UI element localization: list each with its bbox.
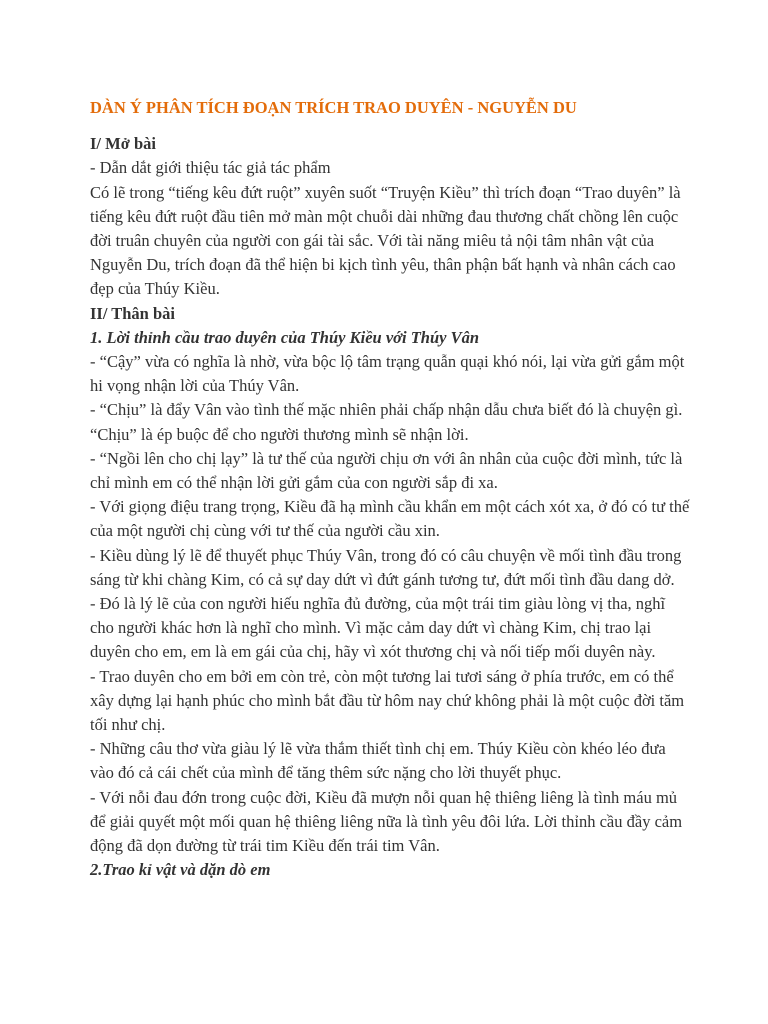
subsection-heading-2: 2.Trao kỉ vật và dặn dò em bbox=[90, 860, 271, 880]
section-heading-body: II/ Thân bài bbox=[90, 303, 175, 323]
paragraph: - Đó là lý lẽ của con người hiếu nghĩa đủ đường, của một trái tim giàu lòng vị tha, nghĩ cho người khác hơn là nghĩ cho mình. Vì mặc cảm day dứt vì chàng Kim, chị trao lại duyên cho em, em là em gái của chị, hãy vì xót thương chị và nối tiếp mối duyên này. bbox=[90, 594, 666, 662]
document-title: DÀN Ý PHÂN TÍCH ĐOẠN TRÍCH TRAO DUYÊN - NGUYỄN DU bbox=[90, 98, 577, 117]
paragraph: - Kiều dùng lý lẽ để thuyết phục Thúy Vân, trong đó có câu chuyện về mối tình đầu trong sáng từ khi chàng Kim, có cả sự day dứt vì đứt gánh tương tư, đứt mối tình đầu dang dở. bbox=[90, 545, 682, 589]
document-page bbox=[90, 96, 690, 883]
section-heading-intro: I/ Mở bài bbox=[90, 134, 156, 154]
subsection-heading-1: 1. Lời thỉnh cầu trao duyên của Thúy Kiều với Thúy Vân bbox=[90, 327, 480, 347]
paragraph: - Những câu thơ vừa giàu lý lẽ vừa thắm thiết tình chị em. Thúy Kiều còn khéo léo đưa vào đó cả cái chết của mình để tăng thêm sức nặng cho lời thuyết phục. bbox=[90, 739, 666, 783]
paragraph: - “Ngồi lên cho chị lạy” là tư thế của người chịu ơn với ân nhân của cuộc đời mình, tức là chỉ mình em có thể nhận lời gửi gắm của con người sắp đi xa. bbox=[90, 448, 683, 493]
paragraph: - Với giọng điệu trang trọng, Kiều đã hạ mình cầu khẩn em một cách xót xa, ở đó có tư thế của một người chị cùng với tư thế của người cầu xin. bbox=[90, 497, 690, 541]
paragraph: - “Chịu” là đẩy Vân vào tình thế mặc nhiên phải chấp nhận dẫu chưa biết đó là chuyện gì. “Chịu” là ép buộc để cho người thương mình sẽ nhận lời. bbox=[90, 400, 683, 444]
paragraph: - Dẫn dắt giới thiệu tác giả tác phẩm bbox=[90, 158, 331, 178]
paragraph: - Trao duyên cho em bởi em còn trẻ, còn một tương lai tươi sáng ở phía trước, em có thể xây dựng lại hạnh phúc cho mình bắt đầu từ hôm nay chứ không phải là một cuộc đời tăm tối như chị. bbox=[90, 666, 685, 735]
paragraph: Có lẽ trong “tiếng kêu đứt ruột” xuyên suốt “Truyện Kiều” thì trích đoạn “Trao duyên” là tiếng kêu đứt ruột đầu tiên mở màn một chuỗi dài những đau thương chất chồng lên cuộc đời truân chuyên của người con gái tài sắc. Với tài năng miêu tả nội tâm nhân vật của Nguyễn Du, trích đoạn đã thể hiện bi kịch tình yêu, thân phận bất hạnh và nhân cách cao đẹp của Thúy Kiều. bbox=[90, 182, 681, 299]
paragraph: - Với nỗi đau đớn trong cuộc đời, Kiều đã mượn nỗi quan hệ thiêng liêng là tình máu mủ để giải quyết một mối quan hệ thiêng liêng nữa là tình yêu đôi lứa. Lời thỉnh cầu đầy cảm động đã dọn đường từ trái tim Kiều đến trái tim Vân. bbox=[90, 787, 683, 856]
paragraph: - “Cậy” vừa có nghĩa là nhờ, vừa bộc lộ tâm trạng quẫn quại khó nói, lại vừa gửi gắm một hi vọng nhận lời của Thúy Vân. bbox=[90, 352, 685, 396]
